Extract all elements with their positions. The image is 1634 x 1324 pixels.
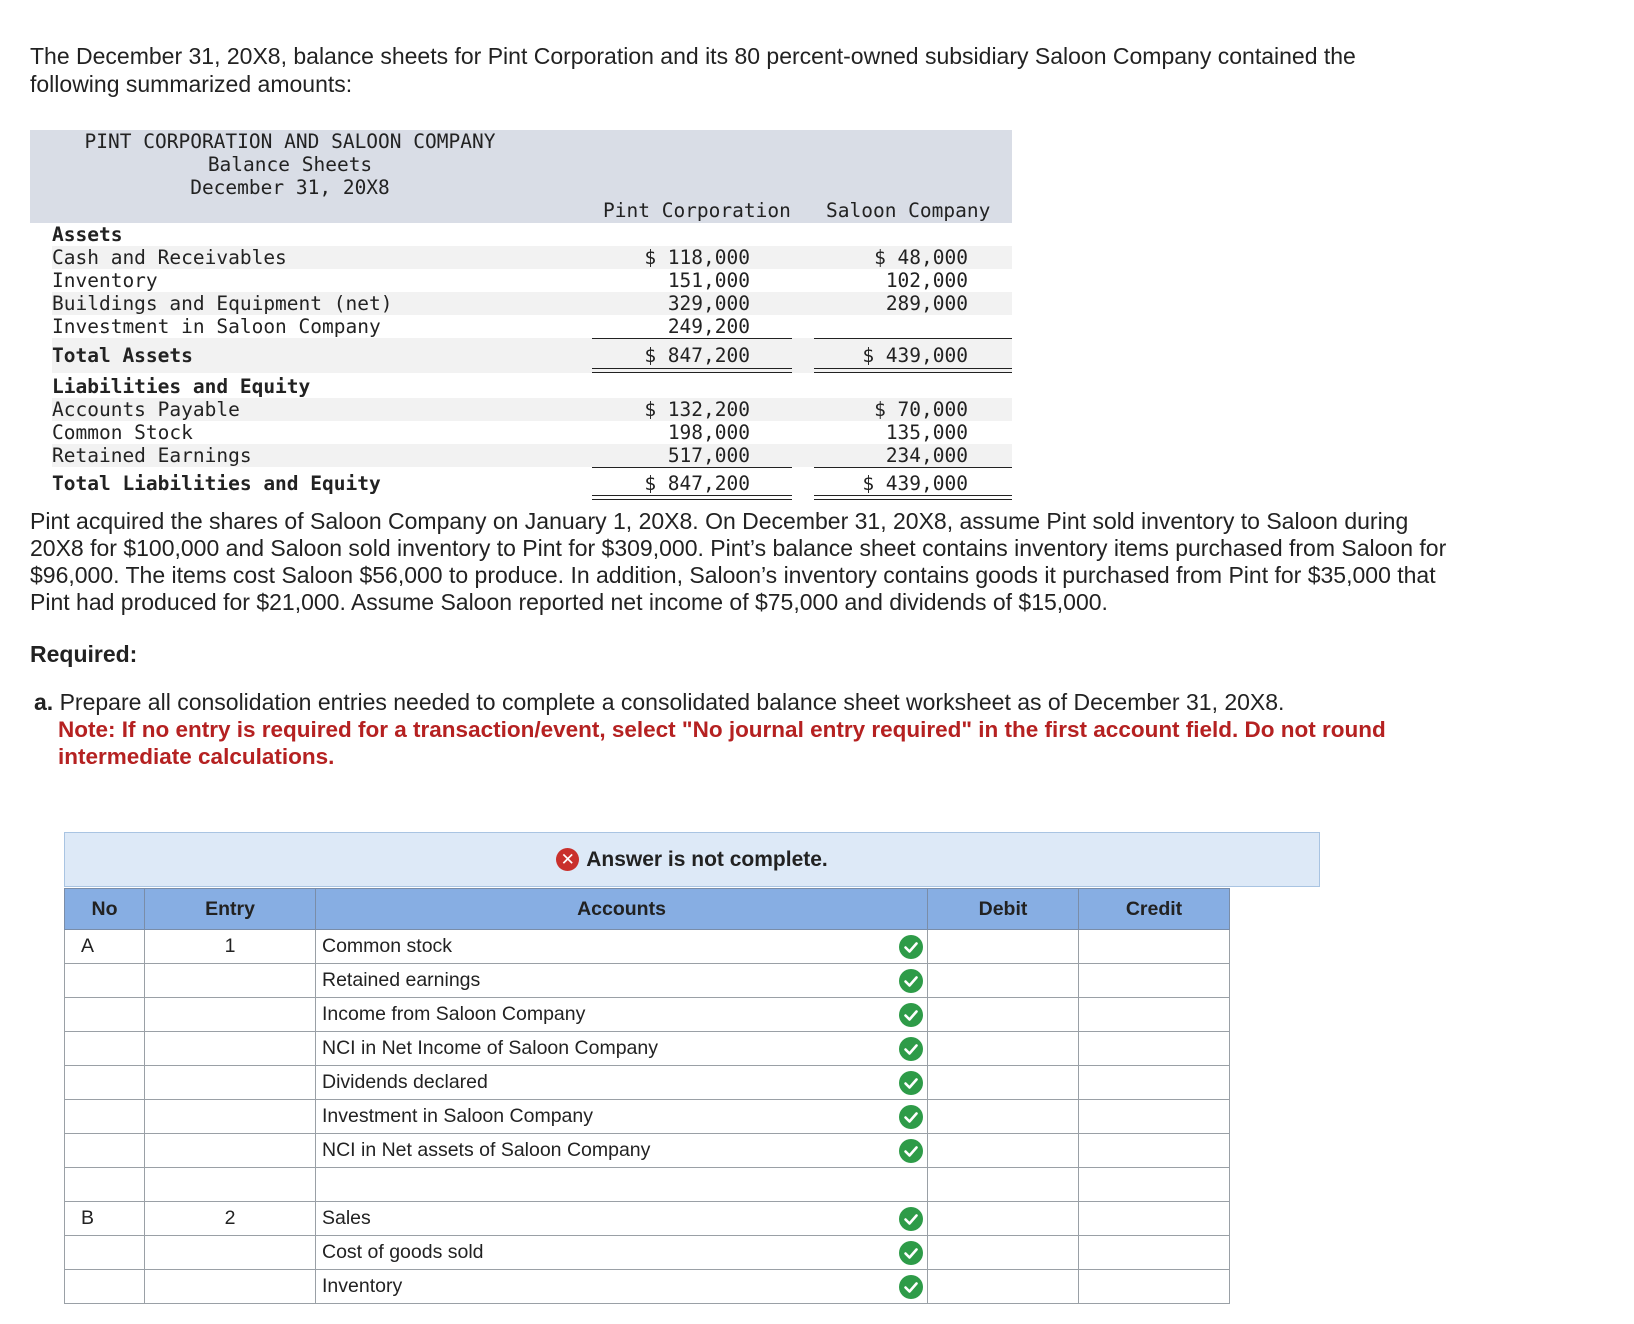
credit-input[interactable] [1079, 1100, 1230, 1134]
check-icon [899, 969, 923, 993]
pint-value: 249,200 [667, 315, 750, 338]
bs-row [30, 292, 1012, 315]
check-icon [899, 1037, 923, 1061]
total-assets-row [30, 338, 1012, 373]
note-text: Note: If no entry is required for a transaction/event, select "No journal entry required" in the first account field. Do not round intermediate calculations. [58, 717, 1386, 769]
bs-subtitle: Balance Sheets [207, 153, 373, 176]
entry-cell [145, 1270, 316, 1304]
liab-heading: Liabilities and Equity [52, 375, 311, 398]
col-header-saloon: Saloon Company [826, 199, 991, 222]
problem-paragraph: Pint acquired the shares of Saloon Company on January 1, 20X8. On December 31, 20X8, assume Pint sold inventory to Saloon during 20X8 for $100,000 and Saloon sold inventory to Pint for $309,000. Pint’s balance sheet contains inventory items purchased from Saloon for $96,000. The items cost Saloon $56,000 to produce. In addition, Saloon’s inventory contains goods it purchased from Pint for $35,000 that Pint had produced for $21,000. Assume Saloon reported net income of $75,000 and dividends of $15,000. [30, 508, 1447, 615]
balance-sheet [30, 130, 1012, 500]
no-cell [65, 1236, 145, 1270]
total-assets-saloon: $ 439,000 [862, 344, 968, 367]
debit-input[interactable] [928, 1100, 1079, 1134]
debit-input[interactable] [928, 1202, 1079, 1236]
account-name: Investment in Saloon Company [322, 1105, 593, 1127]
table-row [65, 998, 1230, 1032]
credit-input[interactable] [1079, 1168, 1230, 1202]
account-name: Dividends declared [322, 1071, 488, 1093]
table-row [65, 1066, 1230, 1100]
account-name: Cost of goods sold [322, 1241, 484, 1263]
no-cell [65, 1134, 145, 1168]
required-label: Required: [30, 641, 138, 667]
bs-row [30, 444, 1012, 467]
assets-heading-row [30, 223, 1012, 246]
check-icon [899, 1105, 923, 1129]
saloon-value: 234,000 [885, 444, 968, 467]
entry-cell: 2 [145, 1202, 316, 1236]
entry-cell [145, 1168, 316, 1202]
row-label: Common Stock [52, 421, 193, 444]
check-icon [899, 1207, 923, 1231]
account-select[interactable] [316, 1066, 928, 1100]
check-icon [899, 1275, 923, 1299]
no-cell [65, 1168, 145, 1202]
pint-value: 329,000 [667, 292, 750, 315]
account-select[interactable] [316, 930, 928, 964]
table-row [65, 1236, 1230, 1270]
row-label: Inventory [52, 269, 158, 292]
saloon-value: 135,000 [885, 421, 968, 444]
question-prefix: a. [34, 689, 54, 715]
account-name: Inventory [322, 1275, 403, 1297]
pint-value: 517,000 [667, 444, 750, 467]
total-assets-label: Total Assets [52, 344, 193, 367]
bs-row [30, 246, 1012, 269]
row-label: Retained Earnings [52, 444, 252, 467]
header-entry: Entry [145, 889, 316, 930]
table-row [65, 964, 1230, 998]
table-row [65, 1270, 1230, 1304]
account-name: Retained earnings [322, 969, 481, 991]
pint-value: $ 118,000 [644, 246, 750, 269]
entry-cell [145, 1032, 316, 1066]
bs-title: PINT CORPORATION AND SALOON COMPANY [84, 130, 496, 153]
row-label: Investment in Saloon Company [52, 315, 381, 338]
bs-row [30, 398, 1012, 421]
credit-input[interactable] [1079, 1236, 1230, 1270]
total-liab-label: Total Liabilities and Equity [52, 472, 381, 495]
total-assets-pint: $ 847,200 [644, 344, 750, 367]
credit-input[interactable] [1079, 930, 1230, 964]
check-icon [899, 935, 923, 959]
total-liab-saloon: $ 439,000 [862, 472, 968, 495]
table-row [65, 1202, 1230, 1236]
question-a [34, 689, 1434, 716]
credit-input[interactable] [1079, 1066, 1230, 1100]
col-header-pint: Pint Corporation [603, 199, 791, 222]
header-credit: Credit [1079, 889, 1230, 930]
entry-cell [145, 1100, 316, 1134]
debit-input[interactable] [928, 998, 1079, 1032]
bs-row [30, 315, 1012, 338]
debit-input[interactable] [928, 1236, 1079, 1270]
entry-cell [145, 998, 316, 1032]
debit-input[interactable] [928, 1168, 1079, 1202]
credit-input[interactable] [1079, 1032, 1230, 1066]
debit-input[interactable] [928, 964, 1079, 998]
row-label: Cash and Receivables [52, 246, 287, 269]
table-row [65, 1032, 1230, 1066]
bs-date: December 31, 20X8 [190, 176, 390, 199]
bs-row [30, 269, 1012, 292]
account-name: Income from Saloon Company [322, 1003, 586, 1025]
saloon-value: 289,000 [885, 292, 968, 315]
x-icon: ✕ [556, 848, 579, 871]
assets-heading: Assets [52, 223, 123, 246]
debit-input[interactable] [928, 1032, 1079, 1066]
check-icon [899, 1071, 923, 1095]
total-liab-row [30, 467, 1012, 500]
account-select[interactable] [316, 998, 928, 1032]
no-cell [65, 1032, 145, 1066]
pint-value: $ 132,200 [644, 398, 750, 421]
account-select[interactable] [316, 1134, 928, 1168]
account-select[interactable] [316, 1270, 928, 1304]
credit-input[interactable] [1079, 1270, 1230, 1304]
debit-input[interactable] [928, 1134, 1079, 1168]
check-icon [899, 1241, 923, 1265]
intro-text: The December 31, 20X8, balance sheets for Pint Corporation and its 80 percent-owned subsidiary Saloon Company contained the following summarized amounts: [30, 43, 1356, 97]
check-icon [899, 1139, 923, 1163]
credit-input[interactable] [1079, 998, 1230, 1032]
answer-status-bar [64, 832, 1320, 887]
check-icon [899, 1003, 923, 1027]
debit-input[interactable] [928, 930, 1079, 964]
table-row [65, 1168, 1230, 1202]
table-header-row [65, 889, 1230, 930]
question-text: Prepare all consolidation entries needed to complete a consolidated balance sheet worksheet as of December 31, 20X8. [59, 689, 1285, 715]
status-text: Answer is not complete. [586, 847, 828, 871]
account-select[interactable] [316, 1168, 928, 1202]
debit-input[interactable] [928, 1270, 1079, 1304]
table-row [65, 1134, 1230, 1168]
liab-heading-row [30, 375, 1012, 398]
entry-cell [145, 1236, 316, 1270]
entry-cell: 1 [145, 930, 316, 964]
no-cell: A [65, 930, 145, 964]
account-name: NCI in Net Income of Saloon Company [322, 1037, 658, 1059]
no-cell: B [65, 1202, 145, 1236]
account-select[interactable] [316, 1236, 928, 1270]
journal-entry-table [64, 888, 1230, 1304]
credit-input[interactable] [1079, 1134, 1230, 1168]
header-debit: Debit [928, 889, 1079, 930]
credit-input[interactable] [1079, 1202, 1230, 1236]
no-cell [65, 1066, 145, 1100]
row-label: Buildings and Equipment (net) [52, 292, 393, 315]
account-select[interactable] [316, 1100, 928, 1134]
header-no: No [65, 889, 145, 930]
no-cell [65, 1100, 145, 1134]
entry-cell [145, 964, 316, 998]
account-name: NCI in Net assets of Saloon Company [322, 1139, 651, 1161]
bs-row [30, 421, 1012, 444]
no-cell [65, 964, 145, 998]
saloon-value: $ 70,000 [874, 398, 968, 421]
saloon-value: 102,000 [885, 269, 968, 292]
credit-input[interactable] [1079, 964, 1230, 998]
no-cell [65, 1270, 145, 1304]
account-select[interactable] [316, 1202, 928, 1236]
debit-input[interactable] [928, 1066, 1079, 1100]
balance-sheet-header [30, 130, 1012, 223]
pint-value: 198,000 [667, 421, 750, 444]
account-select[interactable] [316, 1032, 928, 1066]
account-name: Common stock [322, 935, 453, 957]
table-row [65, 930, 1230, 964]
pint-value: 151,000 [667, 269, 750, 292]
account-name: Sales [322, 1207, 371, 1229]
total-liab-pint: $ 847,200 [644, 472, 750, 495]
no-cell [65, 998, 145, 1032]
account-select[interactable] [316, 964, 928, 998]
row-label: Accounts Payable [52, 398, 240, 421]
saloon-value: $ 48,000 [874, 246, 968, 269]
entry-cell [145, 1066, 316, 1100]
header-accounts: Accounts [316, 889, 928, 930]
table-row [65, 1100, 1230, 1134]
entry-cell [145, 1134, 316, 1168]
